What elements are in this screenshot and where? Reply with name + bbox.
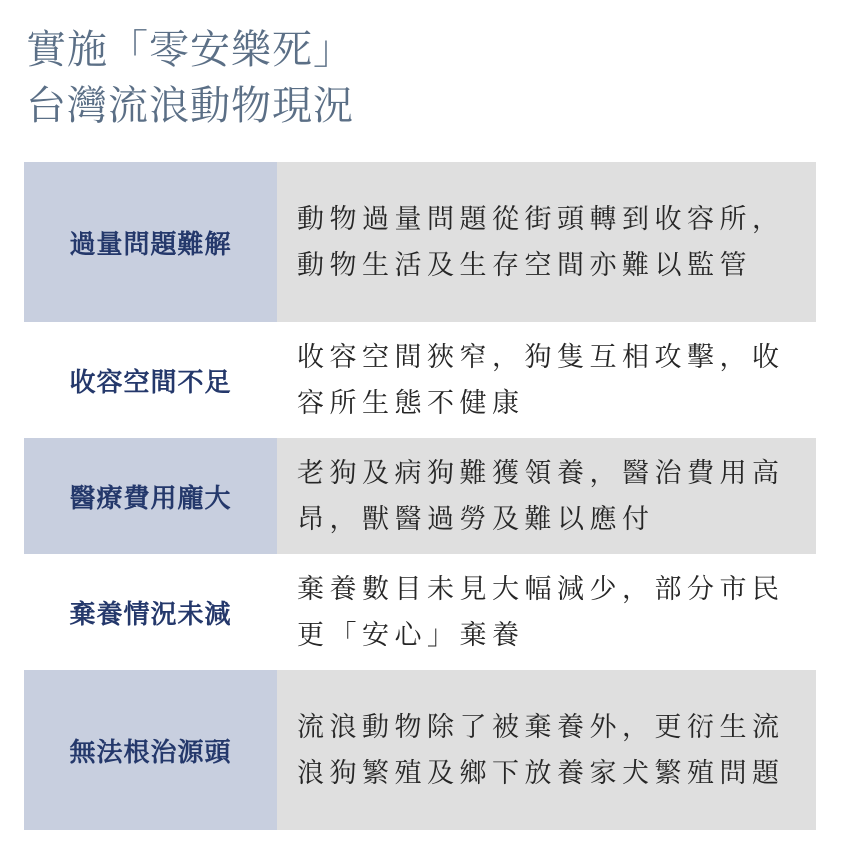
row-description: 老狗及病狗難獲領養，醫治費用高昂，獸醫過勞及難以應付 [277,438,816,554]
table-row [24,670,816,830]
row-description: 收容空間狹窄，狗隻互相攻擊，收容所生態不健康 [277,322,816,438]
table-row [24,322,816,438]
row-label: 無法根治源頭 [24,670,277,830]
row-label: 醫療費用龐大 [24,438,277,554]
row-label: 收容空間不足 [24,322,277,438]
status-table [24,162,816,830]
table-row [24,438,816,554]
row-label: 棄養情況未減 [24,554,277,670]
title-line-2: 台灣流浪動物現況 [26,83,354,129]
row-description: 動物過量問題從街頭轉到收容所，動物生活及生存空間亦難以監管 [277,162,816,322]
page-title [26,22,354,134]
row-label: 過量問題難解 [24,162,277,322]
table-row [24,554,816,670]
table-row [24,162,816,322]
row-description: 棄養數目未見大幅減少，部分市民更「安心」棄養 [277,554,816,670]
title-line-1: 實施「零安樂死」 [26,27,354,73]
row-description: 流浪動物除了被棄養外，更衍生流浪狗繁殖及鄉下放養家犬繁殖問題 [277,670,816,830]
